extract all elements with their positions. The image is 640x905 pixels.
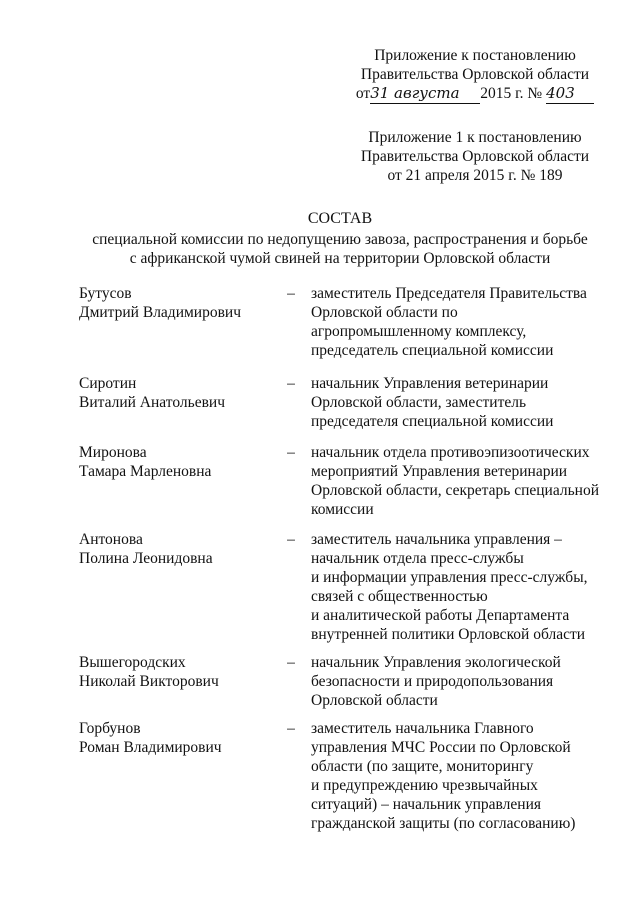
role-line: заместитель Председателя Правительства	[311, 285, 587, 302]
member-name	[79, 374, 279, 412]
role-line: и предупреждению чрезвычайных	[311, 777, 538, 794]
member-surname: Вышегородских	[79, 654, 186, 671]
role-line: начальник Управления ветеринарии	[311, 375, 549, 392]
year-text: 2015 г. №	[480, 85, 543, 102]
role-line: и аналитической работы Департамента	[311, 607, 570, 624]
handwritten-number: 403	[546, 84, 594, 104]
dash-separator: –	[287, 444, 295, 461]
role-line: заместитель начальника управления –	[311, 531, 562, 548]
member-given-name: Николай Викторович	[79, 673, 219, 690]
role-line: и информации управления пресс-службы,	[311, 569, 588, 586]
role-line: области (по защите, мониторингу	[311, 758, 534, 775]
dash-separator: –	[287, 531, 295, 548]
role-line: гражданской защиты (по согласованию)	[311, 815, 576, 832]
appendix-header-line: от 21 апреля 2015 г. № 189	[387, 167, 563, 184]
member-name	[79, 284, 279, 322]
role-line: председатель специальной комиссии	[311, 342, 554, 359]
role-line: мероприятий Управления ветеринарии	[311, 463, 568, 480]
member-surname: Бутусов	[79, 285, 132, 302]
member-given-name: Тамара Марленовна	[79, 463, 212, 480]
appendix-header-line: Правительства Орловской области	[360, 66, 590, 83]
role-line: начальник отдела противоэпизоотических	[311, 444, 590, 461]
member-role	[311, 374, 611, 431]
role-line: заместитель начальника Главного	[311, 720, 534, 737]
role-line: начальник Управления экологической	[311, 654, 561, 671]
member-role	[311, 530, 611, 644]
role-line: председателя специальной комиссии	[311, 413, 554, 430]
title-line: с африканской чумой свиней на территории Орловской области	[129, 250, 551, 267]
dash-separator: –	[287, 720, 295, 737]
role-line: связей с общественностью	[311, 588, 488, 605]
member-given-name: Полина Леонидовна	[79, 550, 213, 567]
role-line: начальник отдела пресс-службы	[311, 550, 524, 567]
member-surname: Сиротин	[79, 375, 137, 392]
member-surname: Миронова	[79, 444, 147, 461]
member-given-name: Виталий Анатольевич	[79, 394, 225, 411]
member-role	[311, 443, 611, 519]
appendix-date-line	[340, 84, 610, 104]
appendix-header	[340, 46, 610, 104]
member-surname: Горбунов	[79, 720, 141, 737]
member-role	[311, 284, 611, 360]
dash-separator: –	[287, 375, 295, 392]
member-role	[311, 653, 611, 710]
handwritten-date: 31 августа	[370, 84, 480, 104]
member-given-name: Роман Владимирович	[79, 739, 222, 756]
role-line: управления МЧС России по Орловской	[311, 739, 571, 756]
role-line: Орловской области, заместитель	[311, 394, 527, 411]
dash-separator: –	[287, 654, 295, 671]
member-name	[79, 530, 279, 568]
appendix-header-line: Правительства Орловской области	[360, 148, 590, 165]
role-line: Орловской области по	[311, 304, 458, 321]
document-title	[40, 209, 640, 268]
date-prefix: от	[355, 85, 371, 102]
title-line: специальной комиссии по недопущению завоза, распространения и борьбе	[92, 231, 588, 248]
member-name	[79, 719, 279, 757]
role-line: ситуаций) – начальник управления	[311, 796, 542, 813]
member-role	[311, 719, 611, 833]
original-appendix-header	[340, 128, 610, 185]
dash-separator: –	[287, 285, 295, 302]
member-name	[79, 443, 279, 481]
role-line: безопасности и природопользования	[311, 673, 554, 690]
role-line: Орловской области, секретарь специальной	[311, 482, 600, 499]
title-main: СОСТАВ	[307, 210, 373, 227]
role-line: агропромышленному комплексу,	[311, 323, 527, 340]
member-name	[79, 653, 279, 691]
member-surname: Антонова	[79, 531, 143, 548]
member-given-name: Дмитрий Владимирович	[79, 304, 242, 321]
role-line: комиссии	[311, 501, 374, 518]
appendix-header-line: Приложение 1 к постановлению	[368, 129, 582, 146]
role-line: внутренней политики Орловской области	[311, 626, 586, 643]
appendix-header-line: Приложение к постановлению	[374, 47, 576, 64]
role-line: Орловской области	[311, 692, 438, 709]
